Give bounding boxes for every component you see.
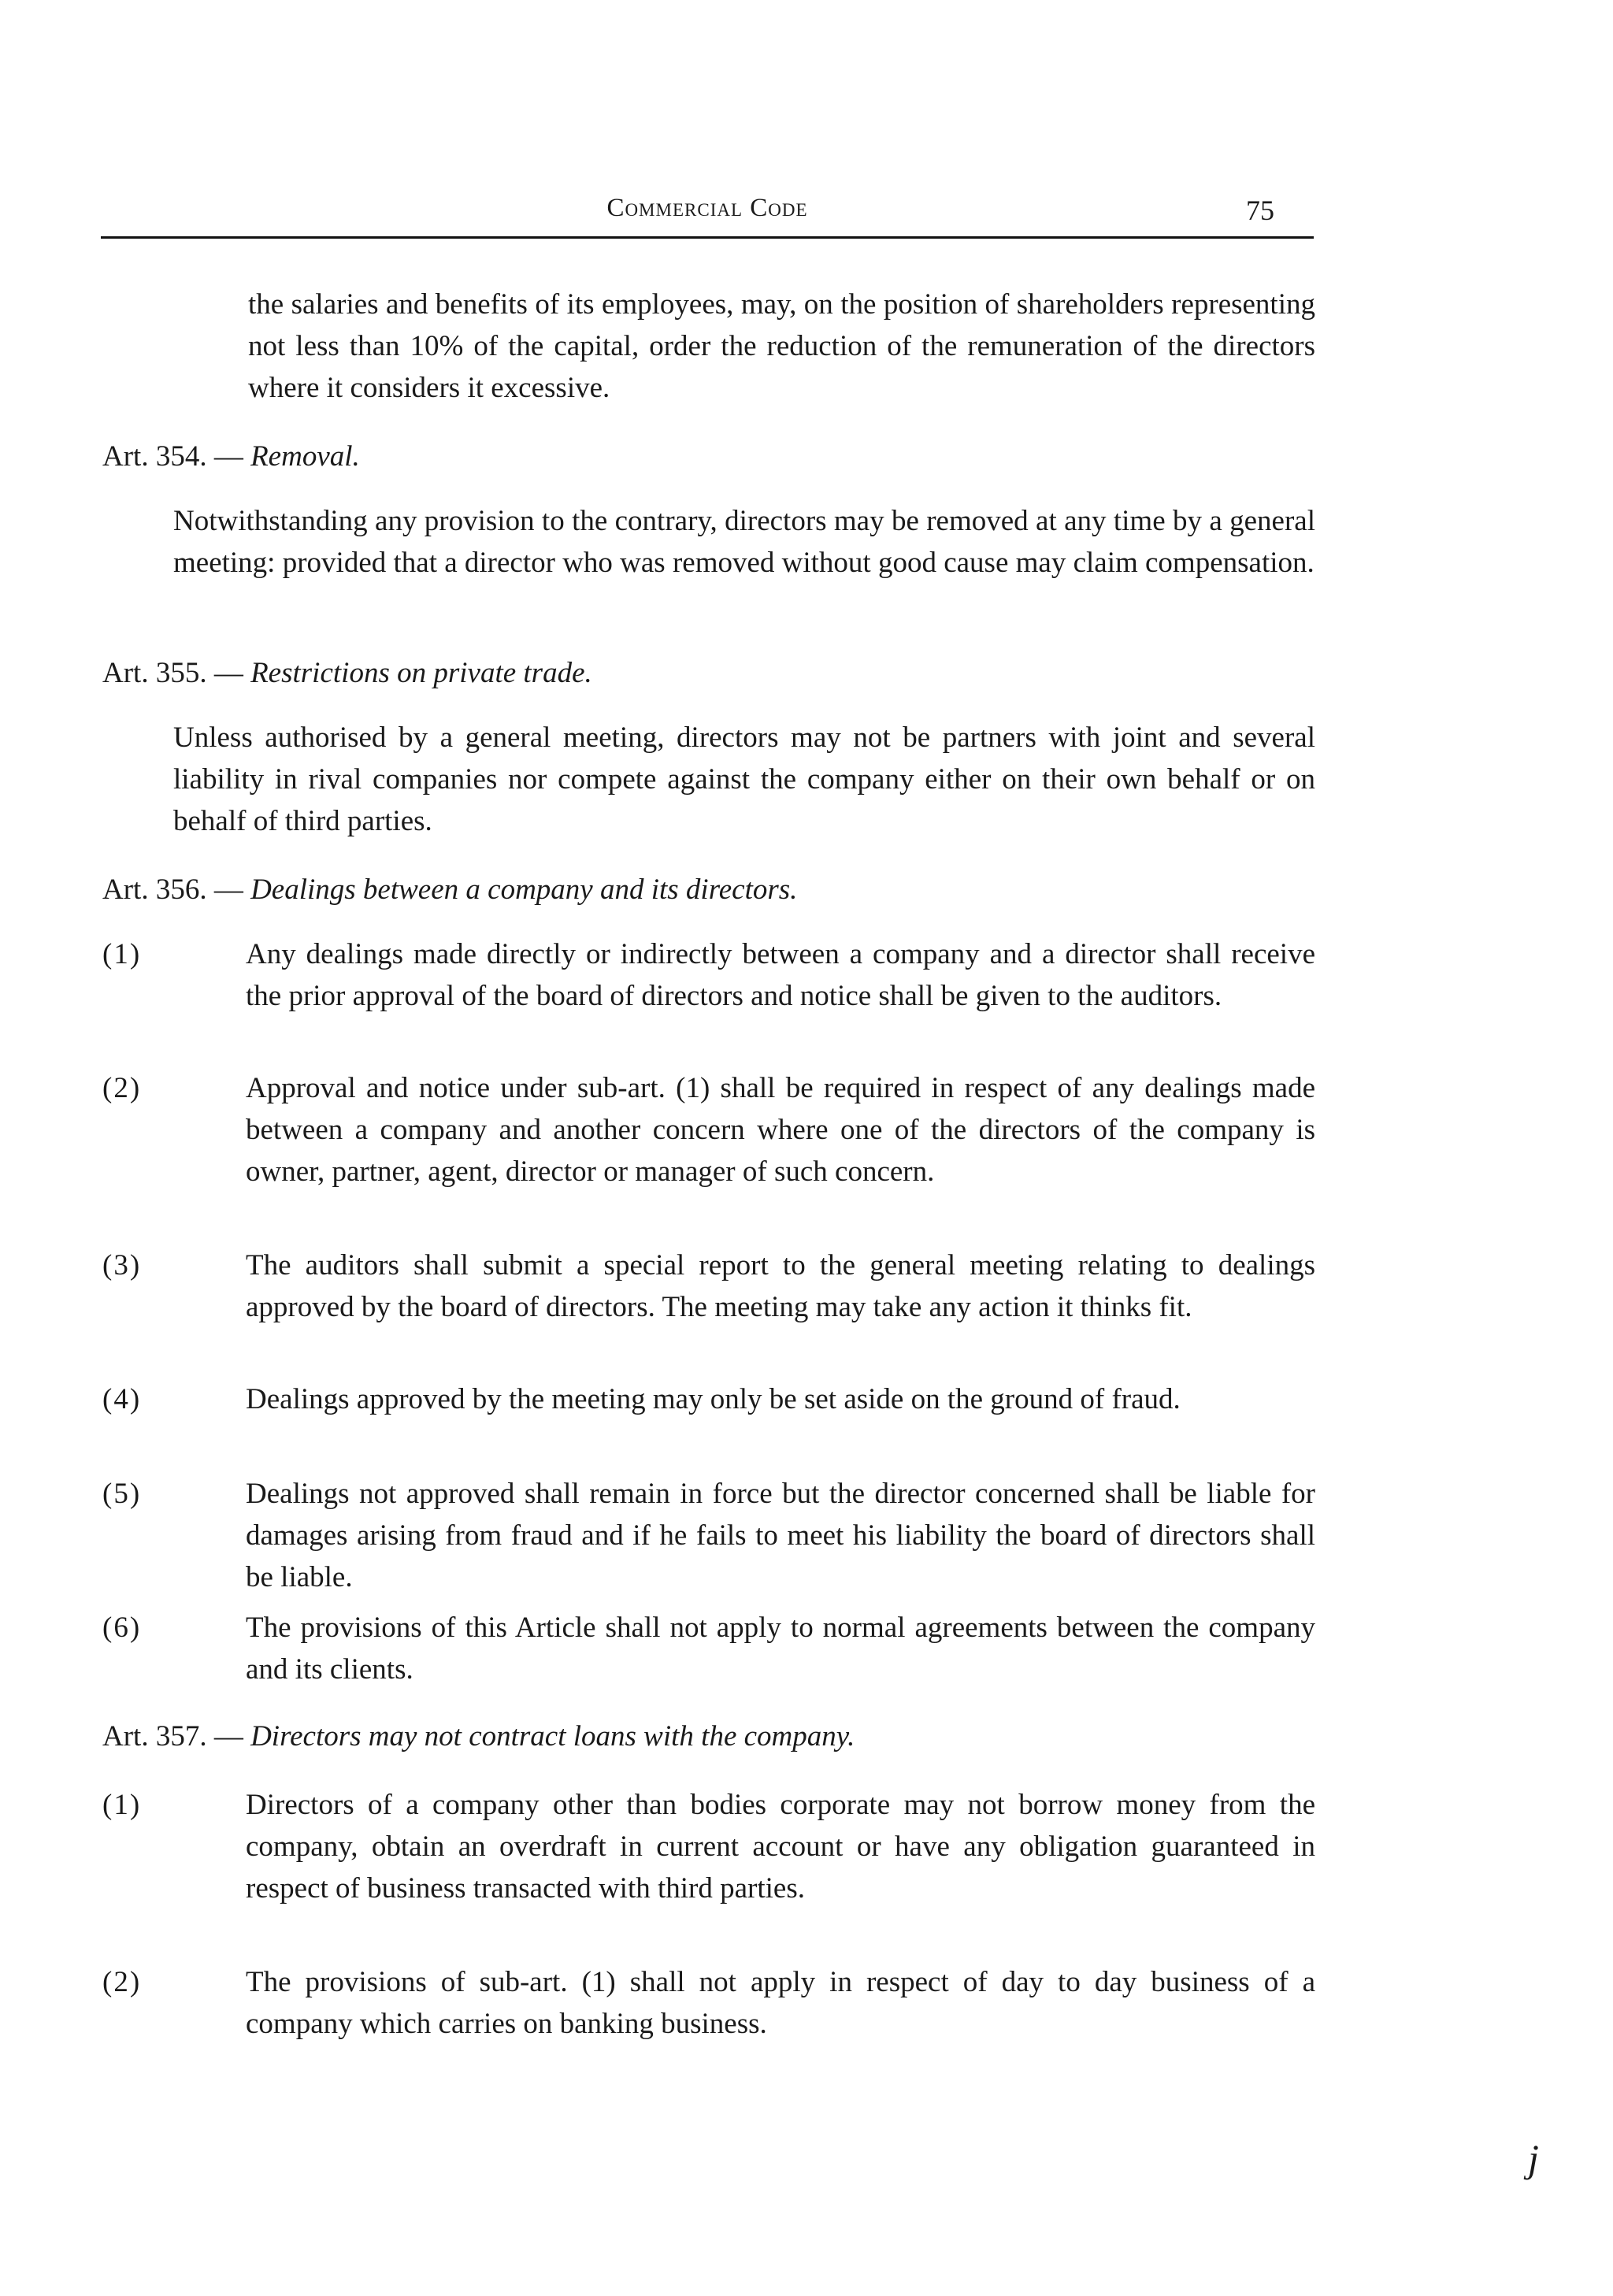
article-dash: — bbox=[213, 874, 243, 906]
item-text: The provisions of sub-art. (1) shall not apply in respect of day to day business of a company which carries on banking business. bbox=[246, 1966, 1315, 2040]
header-rule bbox=[101, 236, 1314, 239]
item-text: The auditors shall submit a special report to the general meeting relating to dealings approved by the board of directors. The meeting may take any action it thinks fit. bbox=[246, 1249, 1315, 1323]
item-text: The provisions of this Article shall not apply to normal agreements between the company and its clients. bbox=[246, 1612, 1315, 1686]
list-item bbox=[102, 1961, 1315, 2045]
article-357-heading bbox=[102, 1717, 855, 1756]
page-header bbox=[101, 186, 1314, 233]
list-item bbox=[102, 1607, 1315, 1690]
list-item bbox=[102, 1067, 1315, 1193]
article-354-heading bbox=[102, 437, 360, 477]
item-number: (1) bbox=[102, 1789, 142, 1821]
article-355-heading bbox=[102, 654, 592, 693]
item-number: (5) bbox=[102, 1478, 142, 1510]
article-354-body: Notwithstanding any provision to the contrary, directors may be removed at any time by a general meeting: provided that a director who was removed without good cause may claim compensation. bbox=[173, 505, 1315, 579]
article-355-body: Unless authorised by a general meeting, directors may not be partners with joint and several liability in rival companies nor compete against the company either on their own behalf or on behalf of third parties. bbox=[173, 721, 1315, 837]
article-number: Art. 357. bbox=[102, 1720, 207, 1753]
list-item bbox=[102, 1784, 1315, 1909]
running-head: Commercial Code bbox=[606, 194, 808, 222]
item-text: Dealings not approved shall remain in force but the director concerned shall be liable for damages arising from fraud and if he fails to meet his liability the board of directors shall be liable. bbox=[246, 1478, 1315, 1593]
margin-mark: j bbox=[1528, 2136, 1539, 2180]
item-text: Directors of a company other than bodies corporate may not borrow money from the company, obtain an overdraft in current account or have any obligation guaranteed in respect of business transacted with third parties. bbox=[246, 1789, 1315, 1905]
article-356-heading bbox=[102, 870, 797, 910]
article-title: Dealings between a company and its directors. bbox=[250, 874, 798, 906]
article-number: Art. 354. bbox=[102, 440, 207, 473]
list-item bbox=[102, 1378, 1315, 1420]
article-number: Art. 355. bbox=[102, 657, 207, 689]
item-text: Approval and notice under sub-art. (1) shall be required in respect of any dealings made between a company and another concern where one of the directors of the company is owner, partner, agent, director or manager of such concern. bbox=[246, 1072, 1315, 1188]
item-number: (2) bbox=[102, 1072, 142, 1104]
article-number: Art. 356. bbox=[102, 874, 207, 906]
article-title: Removal. bbox=[250, 440, 360, 473]
list-item bbox=[102, 1244, 1315, 1328]
item-number: (2) bbox=[102, 1966, 142, 1998]
item-number: (3) bbox=[102, 1249, 142, 1282]
intro-paragraph: the salaries and benefits of its employees, may, on the position of shareholders representing not less than 10% of the capital, order the reduction of the remuneration of the directors where it considers it excessive. bbox=[248, 288, 1315, 404]
article-dash: — bbox=[213, 1720, 243, 1753]
item-text: Any dealings made directly or indirectly between a company and a director shall receive the prior approval of the board of directors and notice shall be given to the auditors. bbox=[246, 938, 1315, 1012]
list-item bbox=[102, 1473, 1315, 1598]
article-dash: — bbox=[213, 440, 243, 473]
article-title: Restrictions on private trade. bbox=[250, 657, 592, 689]
item-number: (6) bbox=[102, 1612, 142, 1644]
page-number: 75 bbox=[1246, 195, 1274, 226]
item-number: (1) bbox=[102, 938, 142, 970]
article-title: Directors may not contract loans with the company. bbox=[250, 1720, 855, 1753]
article-dash: — bbox=[213, 657, 243, 689]
item-number: (4) bbox=[102, 1383, 142, 1415]
item-text: Dealings approved by the meeting may only be set aside on the ground of fraud. bbox=[246, 1383, 1181, 1415]
list-item bbox=[102, 933, 1315, 1017]
